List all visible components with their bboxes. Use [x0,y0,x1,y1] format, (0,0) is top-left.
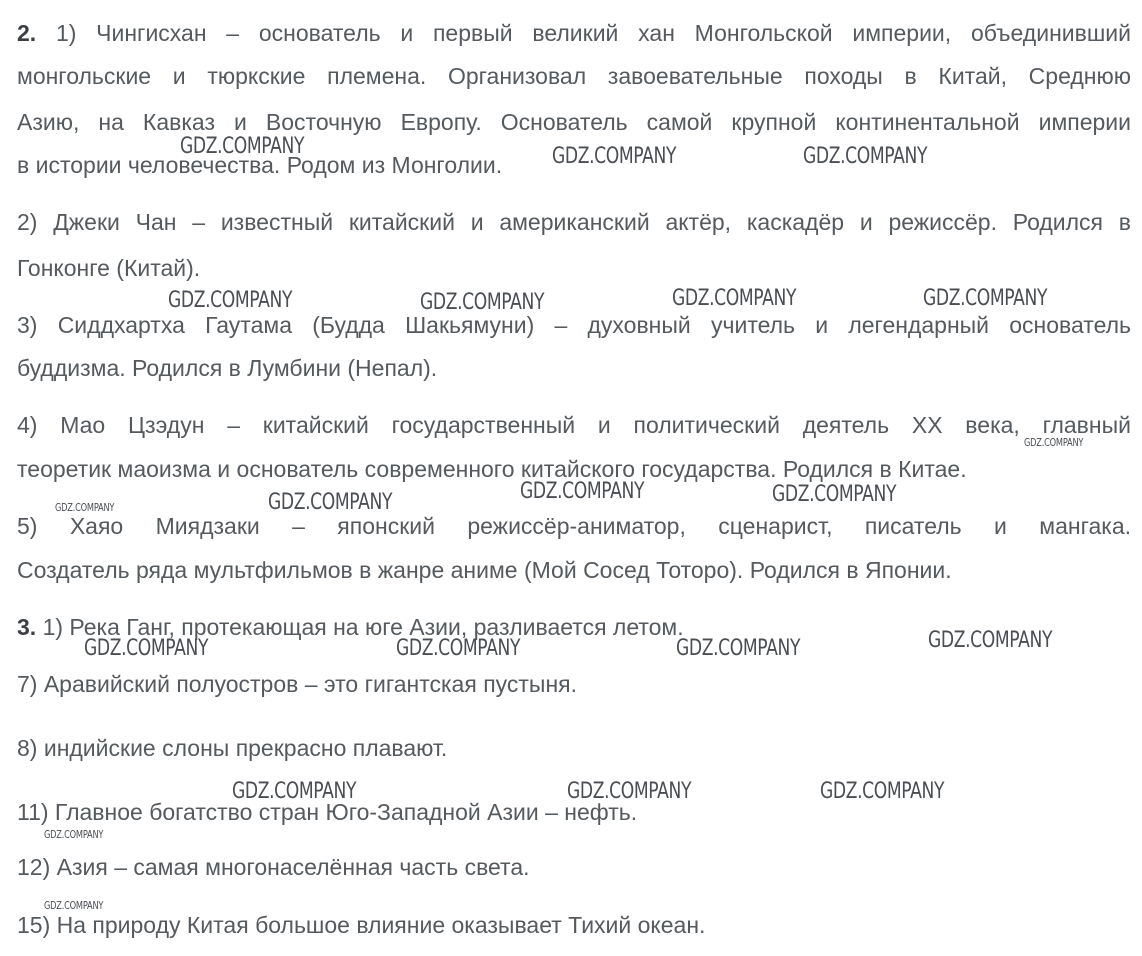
watermark: GDZ.COMPANY [268,490,393,515]
section3-line-6: 15) На природу Китая большое влияние оказывает Тихий океан. [17,912,706,938]
watermark-small: GDZ.COMPANY [44,899,104,912]
section3-line-5: 12) Азия – самая многонаселённая часть света. [17,854,530,880]
watermark: GDZ.COMPANY [772,482,897,507]
watermark: GDZ.COMPANY [520,479,645,504]
watermark: GDZ.COMPANY [84,636,209,661]
watermark: GDZ.COMPANY [672,286,797,311]
section2-line-10: теоретик маоизма и основатель современного китайского государства. Родился в Китае. [17,456,967,482]
section2-line-9: 4) Мао Цзэдун – китайский государственный и политический деятель XX века, главный [17,412,1131,438]
watermark: GDZ.COMPANY [803,144,928,169]
watermark: GDZ.COMPANY [552,144,677,169]
watermark: GDZ.COMPANY [180,134,305,159]
section2-line-5: 2) Джеки Чан – известный китайский и американский актёр, каскадёр и режиссёр. Родился в [17,209,1131,235]
section3-line-4: 11) Главное богатство стран Юго-Западной Азии – нефть. [17,799,638,825]
section2-line-11: 5) Хаяо Миядзаки – японский режиссёр-аниматор, сценарист, писатель и мангака. [17,513,1131,539]
section2-line-8: буддизма. Родился в Лумбини (Непал). [17,355,438,381]
watermark: GDZ.COMPANY [820,779,945,804]
section3-line-3: 8) индийские слоны прекрасно плавают. [17,735,448,761]
watermark: GDZ.COMPANY [676,636,801,661]
watermark: GDZ.COMPANY [168,288,293,313]
watermark: GDZ.COMPANY [923,286,1048,311]
section2-line-3: Азию, на Кавказ и Восточную Европу. Основатель самой крупной континентальной империи [17,109,1131,135]
section2-number: 2. [17,20,37,46]
section2-line-7: 3) Сиддхартха Гаутама (Будда Шакьямуни) – духовный учитель и легендарный основатель [17,312,1131,338]
watermark: GDZ.COMPANY [567,779,692,804]
watermark-small: GDZ.COMPANY [55,501,115,514]
watermark: GDZ.COMPANY [928,628,1053,653]
section2-line-12: Создатель ряда мультфильмов в жанре аниме (Мой Сосед Тоторо). Родился в Японии. [17,557,952,583]
section2-line-4: в истории человечества. Родом из Монголии. [17,152,503,178]
section2-line-6: Гонконге (Китай). [17,255,201,281]
section2-line-1: 2. 1) Чингисхан – основатель и первый великий хан Монгольской империи, объединивший [17,20,1131,46]
watermark: GDZ.COMPANY [420,290,545,315]
section3-line-1: 3. 1) Река Ганг, протекающая на юге Азии, разливается летом. [17,614,684,640]
section3-line-2: 7) Аравийский полуостров – это гигантская пустыня. [17,671,577,697]
section2-line-2: монгольские и тюркские племена. Организовал завоевательные походы в Китай, Среднюю [17,63,1131,89]
watermark: GDZ.COMPANY [396,636,521,661]
watermark-small: GDZ.COMPANY [44,828,104,841]
watermark-small: GDZ.COMPANY [1024,436,1084,449]
watermark: GDZ.COMPANY [232,779,357,804]
section3-number: 3. [17,614,37,640]
